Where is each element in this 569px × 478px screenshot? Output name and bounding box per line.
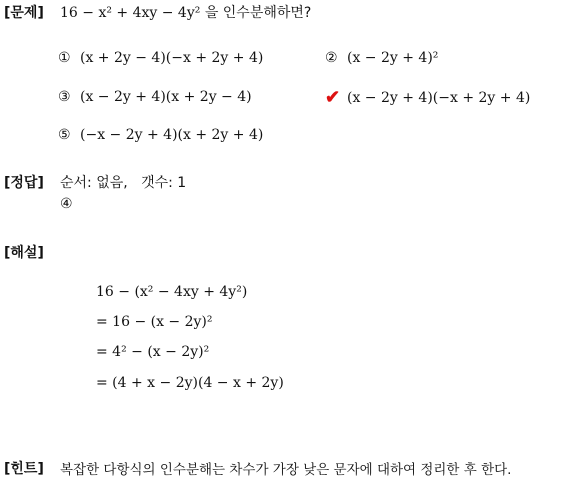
- choice-number: ③: [58, 89, 71, 105]
- choice-number: ①: [58, 50, 71, 66]
- choice-text: (−x − 2y + 4)(x + 2y + 4): [80, 127, 264, 143]
- problem-statement: [60, 2, 311, 22]
- choice-text: (x − 2y + 4)²: [347, 50, 439, 66]
- answer-value: ④: [60, 196, 73, 212]
- solution-step-4: = (4 + x − 2y)(4 − x + 2y): [96, 375, 284, 391]
- choice-number: ⑤: [58, 127, 71, 143]
- hint-text: 복잡한 다항식의 인수분해는 차수가 가장 낮은 문자에 대하여 정리한 후 한다.: [60, 462, 512, 478]
- solution-step-3: = 4² − (x − 2y)²: [96, 344, 210, 360]
- check-icon: ✔: [325, 87, 341, 108]
- answer-meta: 순서: 없음, 갯수: 1: [60, 175, 187, 191]
- solution-step-1: 16 − (x² − 4xy + 4y²): [96, 284, 248, 300]
- choice-text: (x + 2y − 4)(−x + 2y + 4): [80, 50, 264, 66]
- solution-step-2: = 16 − (x − 2y)²: [96, 314, 213, 330]
- problem-question: 을 인수분해하면?: [204, 5, 312, 21]
- answer-tag: [정답]: [4, 175, 44, 191]
- choice-text: (x − 2y + 4)(x + 2y − 4): [80, 89, 252, 105]
- choice-2[interactable]: [325, 50, 438, 66]
- choice-3[interactable]: [58, 89, 252, 105]
- problem-tag: [문제]: [4, 5, 44, 21]
- choice-1[interactable]: [58, 50, 263, 66]
- choice-number: ②: [325, 50, 338, 66]
- solution-tag: [해설]: [4, 245, 44, 261]
- choice-4[interactable]: [325, 87, 530, 108]
- problem-expression: 16 − x² + 4xy − 4y²: [60, 5, 201, 21]
- choice-5[interactable]: [58, 127, 263, 143]
- hint-tag: [힌트]: [4, 461, 44, 477]
- choice-text: (x − 2y + 4)(−x + 2y + 4): [347, 89, 531, 106]
